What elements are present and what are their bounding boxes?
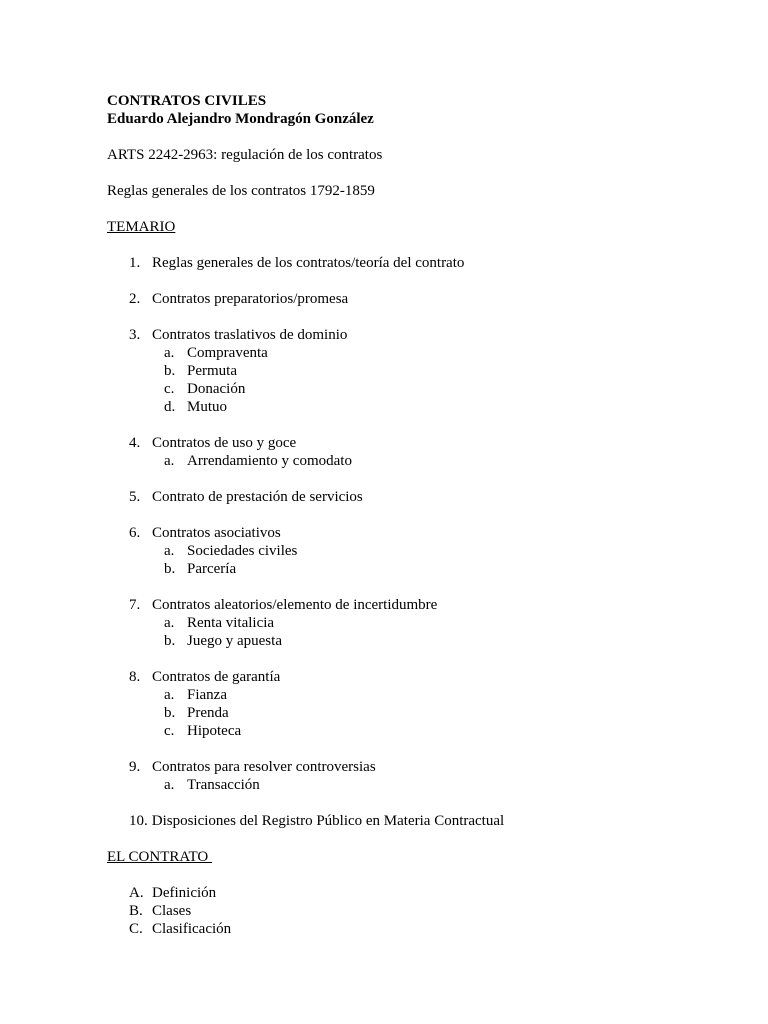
temario-subitem-letter: b. [164,561,176,577]
temario-subitem-letter: a. [164,615,175,631]
temario-item-line [129,326,707,344]
temario-item-label: Contratos preparatorios/promesa [152,291,349,307]
temario-subitem-label: Prenda [187,705,229,721]
el-contrato-item-letter: B. [129,903,143,919]
temario-item-line [129,434,707,452]
temario-item [129,290,707,308]
temario-subitem [164,452,707,470]
temario-item-line [129,668,707,686]
temario-item-label: Contratos aleatorios/elemento de incertidumbre [152,597,438,613]
temario-subitem-label: Hipoteca [187,723,242,739]
rules-line: Reglas generales de los contratos 1792-1859 [107,183,375,199]
temario-subitem-letter: a. [164,777,175,793]
temario-item [129,488,707,506]
temario-item-line [129,488,707,506]
el-contrato-heading: EL CONTRATO [107,849,212,865]
temario-item [129,596,707,650]
temario-subitem-label: Arrendamiento y comodato [187,453,352,469]
temario-item-number: 6. [129,525,141,541]
temario-subitem-label: Fianza [187,687,227,703]
temario-item-label: Contratos para resolver controversias [152,759,376,775]
temario-item-number: 5. [129,489,141,505]
el-contrato-item-letter: A. [129,885,144,901]
temario-item [129,326,707,416]
temario-item [129,668,707,740]
temario-item-number: 10. [129,813,148,829]
temario-subitem [164,722,707,740]
temario-heading: TEMARIO [107,219,176,235]
temario-subitem [164,704,707,722]
temario-item-number: 1. [129,255,141,271]
temario-subitem [164,632,707,650]
temario-item-label: Contratos traslativos de dominio [152,327,348,343]
temario-item-line [129,254,707,272]
temario-subitem [164,614,707,632]
temario-subitem-label: Donación [187,381,246,397]
temario-item-number: 4. [129,435,141,451]
temario-subitem-label: Sociedades civiles [187,543,298,559]
temario-item-line [129,290,707,308]
temario-subitem-letter: d. [164,399,176,415]
el-contrato-item-label: Clasificación [152,921,232,937]
temario-item-line [129,812,707,830]
temario-subitem [164,398,707,416]
temario-item-line [129,524,707,542]
temario-item [129,254,707,272]
document-title: CONTRATOS CIVILES [107,93,267,109]
el-contrato-item [129,920,707,938]
temario-item [129,434,707,470]
el-contrato-item [129,884,707,902]
temario-item-line [129,596,707,614]
temario-subitem-label: Permuta [187,363,237,379]
el-contrato-item-letter: C. [129,921,143,937]
temario-subitem-letter: a. [164,543,175,559]
temario-item-number: 7. [129,597,141,613]
temario-subitem [164,344,707,362]
temario-subitem-letter: b. [164,363,176,379]
temario-item [129,758,707,794]
temario-item [129,812,707,830]
temario-item-label: Contratos de uso y goce [152,435,297,451]
temario-subitem-letter: a. [164,687,175,703]
temario-item-line [129,758,707,776]
temario-subitem-letter: a. [164,345,175,361]
temario-subitem-label: Parcería [187,561,237,577]
temario-item-number: 9. [129,759,141,775]
temario-list [107,254,707,830]
el-contrato-list [107,884,707,938]
temario-subitem-label: Renta vitalicia [187,615,275,631]
temario-subitem-label: Juego y apuesta [187,633,282,649]
temario-subitem [164,686,707,704]
document-content [107,92,707,938]
temario-subitem-letter: b. [164,705,176,721]
temario-subitem-letter: b. [164,633,176,649]
temario-item-number: 3. [129,327,141,343]
temario-subitem [164,776,707,794]
temario-subitem-label: Mutuo [187,399,228,415]
el-contrato-item [129,902,707,920]
arts-line: ARTS 2242-2963: regulación de los contratos [107,147,383,163]
temario-item-number: 8. [129,669,141,685]
temario-subitem-label: Transacción [187,777,260,793]
temario-subitem [164,542,707,560]
temario-subitem [164,380,707,398]
temario-subitem-letter: a. [164,453,175,469]
document-author: Eduardo Alejandro Mondragón González [107,111,374,127]
el-contrato-item-label: Definición [152,885,217,901]
temario-subitem [164,362,707,380]
temario-item-label: Disposiciones del Registro Público en Materia Contractual [151,813,505,829]
temario-item-label: Contratos asociativos [152,525,281,541]
temario-item-label: Contratos de garantía [152,669,281,685]
temario-subitem-letter: c. [164,723,175,739]
temario-item-label: Reglas generales de los contratos/teoría del contrato [152,255,465,271]
temario-subitem-label: Compraventa [187,345,268,361]
temario-item-number: 2. [129,291,141,307]
temario-item [129,524,707,578]
temario-subitem [164,560,707,578]
el-contrato-item-label: Clases [152,903,192,919]
temario-item-label: Contrato de prestación de servicios [152,489,363,505]
temario-subitem-letter: c. [164,381,175,397]
